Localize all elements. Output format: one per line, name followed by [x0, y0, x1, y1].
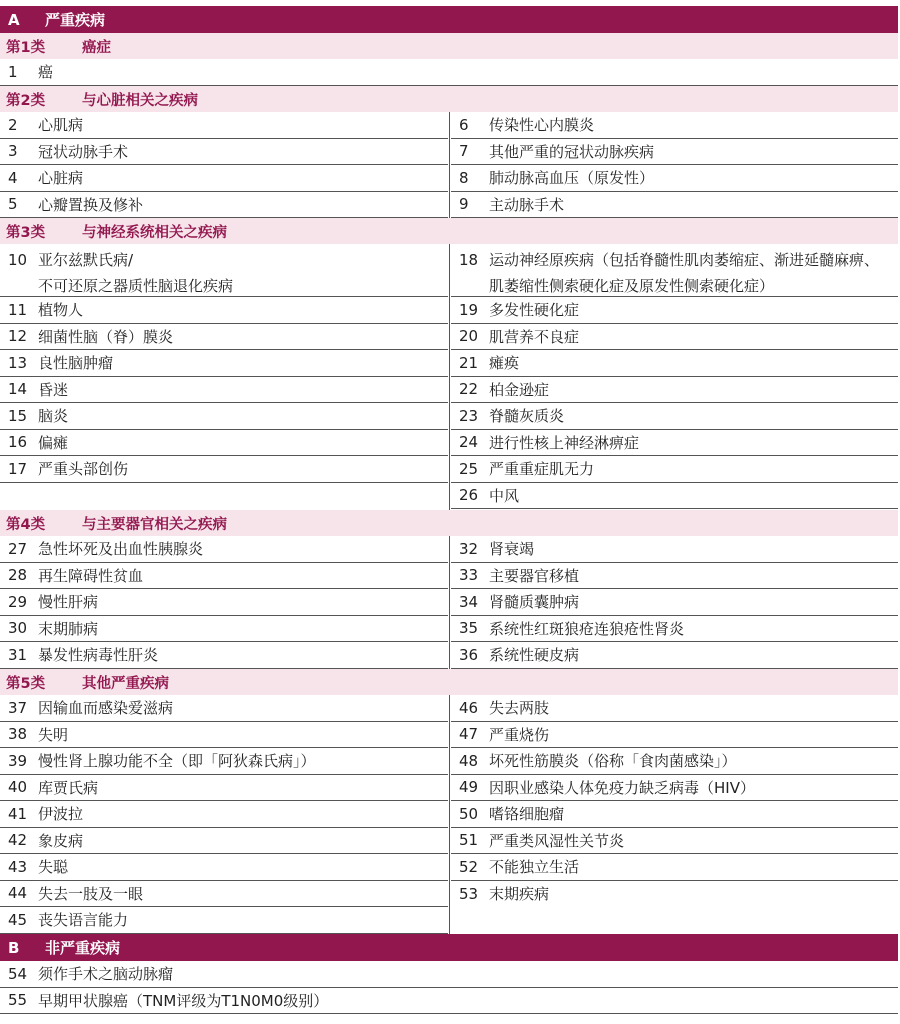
disease-name: 失明: [38, 725, 69, 744]
disease-number: 54: [8, 964, 28, 983]
disease-name: 肺动脉高血压（原发性）: [489, 169, 655, 188]
disease-number: 49: [459, 778, 479, 797]
disease-name: 慢性肾上腺功能不全（即「阿狄森氏病」）: [38, 752, 316, 771]
disease-number: 10: [8, 251, 28, 269]
category-title: 与心脏相关之疾病: [82, 92, 198, 109]
disease-number: 22: [459, 380, 479, 399]
disease-number: 25: [459, 459, 479, 478]
disease-row: [0, 642, 448, 669]
disease-name: 早期甲状腺癌（TNM评级为T1N0M0级别）: [38, 991, 329, 1010]
disease-number: 5: [8, 195, 18, 214]
disease-name: 中风: [489, 486, 520, 505]
section-b-header: [0, 934, 898, 961]
disease-number: 48: [459, 751, 479, 770]
category-title: 其他严重疾病: [82, 675, 169, 692]
disease-name: 严重烧伤: [489, 725, 550, 744]
disease-row: [0, 748, 448, 775]
disease-row: [451, 854, 898, 881]
disease-row: [0, 59, 898, 86]
disease-name: 因职业感染人体免疫力缺乏病毒（HIV）: [489, 778, 755, 797]
disease-number: 17: [8, 459, 28, 478]
disease-number: 13: [8, 353, 28, 372]
disease-row: [0, 988, 898, 1015]
disease-number: 6: [459, 115, 469, 134]
column-divider: [449, 244, 450, 510]
disease-row: [0, 192, 448, 219]
disease-row: [451, 324, 898, 351]
disease-name: 严重重症肌无力: [489, 460, 595, 479]
column-divider: [449, 536, 450, 669]
disease-row: [0, 801, 448, 828]
disease-name: 植物人: [38, 301, 84, 320]
disease-row: [0, 403, 448, 430]
disease-number: 46: [459, 698, 479, 717]
disease-row: [0, 297, 448, 324]
disease-name: 失聪: [38, 858, 69, 877]
category-title: 与主要器官相关之疾病: [82, 516, 227, 533]
category-5-header: [0, 669, 898, 695]
disease-row: [0, 536, 448, 563]
section-letter: B: [8, 938, 20, 957]
disease-name: 丧失语言能力: [38, 911, 129, 930]
disease-row: [0, 828, 448, 855]
disease-row: [0, 324, 448, 351]
category-1-header: [0, 33, 898, 59]
disease-name: 末期肺病: [38, 619, 99, 638]
disease-number: 33: [459, 566, 479, 585]
disease-name: 暴发性病毒性肝炎: [38, 646, 159, 665]
disease-row: [451, 775, 898, 802]
disease-number: 18: [459, 251, 479, 269]
disease-number: 39: [8, 751, 28, 770]
category-number: 第3类: [6, 224, 46, 241]
disease-row: [0, 775, 448, 802]
disease-number: 40: [8, 778, 28, 797]
category-number: 第1类: [6, 39, 46, 56]
disease-row: [0, 695, 448, 722]
disease-name: 肌营养不良症: [489, 327, 580, 346]
disease-number: 19: [459, 300, 479, 319]
disease-row: [451, 536, 898, 563]
disease-number: 41: [8, 804, 28, 823]
disease-name: 末期疾病: [489, 885, 550, 904]
disease-number: 11: [8, 300, 28, 319]
disease-name: 昏迷: [38, 380, 69, 399]
disease-number: 43: [8, 857, 28, 876]
disease-row: [0, 244, 448, 297]
disease-row: [0, 907, 448, 934]
disease-row: [451, 192, 898, 219]
disease-number: 51: [459, 831, 479, 850]
disease-name: 偏瘫: [38, 433, 69, 452]
disease-name: 脊髓灰质炎: [489, 407, 565, 426]
disease-name: 主动脉手术: [489, 195, 565, 214]
disease-name: 再生障碍性贫血: [38, 566, 144, 585]
disease-name: 系统性红斑狼疮连狼疮性肾炎: [489, 619, 685, 638]
disease-name: 库贾氏病: [38, 778, 99, 797]
disease-row: [451, 297, 898, 324]
section-a-header: [0, 6, 898, 33]
disease-name: 心瓣置换及修补: [38, 195, 144, 214]
disease-name: 柏金逊症: [489, 380, 550, 399]
disease-row: [0, 961, 898, 988]
disease-name: 瘫痪: [489, 354, 520, 373]
disease-number: 30: [8, 619, 28, 638]
disease-row: [451, 801, 898, 828]
disease-number: 12: [8, 327, 28, 346]
disease-name: 亚尔兹默氏病/ 不可还原之器质性脑退化疾病: [38, 251, 234, 295]
disease-row: [451, 403, 898, 430]
disease-name: 多发性硬化症: [489, 301, 580, 320]
disease-number: 28: [8, 566, 28, 585]
disease-name: 须作手术之脑动脉瘤: [38, 965, 174, 984]
disease-name: 嗜铬细胞瘤: [489, 805, 565, 824]
disease-name: 肾衰竭: [489, 540, 535, 559]
disease-number: 42: [8, 831, 28, 850]
disease-name: 其他严重的冠状动脉疾病: [489, 142, 655, 161]
disease-number: 31: [8, 645, 28, 664]
disease-number: 4: [8, 168, 18, 187]
disease-name: 心肌病: [38, 116, 84, 135]
disease-row: [451, 139, 898, 166]
disease-number: 2: [8, 115, 18, 134]
disease-number: 7: [459, 142, 469, 161]
disease-number: 52: [459, 857, 479, 876]
disease-row: [451, 165, 898, 192]
disease-number: 34: [459, 592, 479, 611]
disease-row: [0, 165, 448, 192]
disease-row: [451, 430, 898, 457]
disease-name: 失去一肢及一眼: [38, 884, 144, 903]
disease-row: [451, 350, 898, 377]
disease-number: 55: [8, 991, 28, 1010]
column-divider: [449, 112, 450, 218]
disease-number: 37: [8, 698, 28, 717]
disease-number: 24: [459, 433, 479, 452]
disease-number: 1: [8, 62, 18, 81]
disease-row: [451, 112, 898, 139]
category-number: 第2类: [6, 92, 46, 109]
disease-row: [0, 854, 448, 881]
disease-number: 44: [8, 884, 28, 903]
disease-row: [0, 589, 448, 616]
disease-row: [451, 642, 898, 669]
section-title: 严重疾病: [45, 11, 106, 29]
disease-number: 20: [459, 327, 479, 346]
disease-number: 26: [459, 486, 479, 505]
disease-name: 主要器官移植: [489, 566, 580, 585]
category-number: 第5类: [6, 675, 46, 692]
disease-name: 坏死性筋膜炎（俗称「食肉菌感染」）: [489, 752, 737, 771]
category-3-header: [0, 218, 898, 244]
disease-number: 36: [459, 645, 479, 664]
disease-row: [451, 244, 898, 297]
disease-name: 不能独立生活: [489, 858, 580, 877]
disease-number: 14: [8, 380, 28, 399]
disease-number: 38: [8, 725, 28, 744]
disease-row: [451, 483, 898, 510]
disease-number: 27: [8, 539, 28, 558]
disease-number: 32: [459, 539, 479, 558]
disease-row: [0, 881, 448, 908]
disease-number: 16: [8, 433, 28, 452]
disease-number: 53: [459, 884, 479, 903]
disease-name: 心脏病: [38, 169, 84, 188]
disease-row: [0, 139, 448, 166]
disease-name: 伊波拉: [38, 805, 84, 824]
disease-number: 35: [459, 619, 479, 638]
disease-row: [0, 112, 448, 139]
disease-number: 23: [459, 406, 479, 425]
disease-name: 传染性心内膜炎: [489, 116, 595, 135]
disease-name: 严重头部创伤: [38, 460, 129, 479]
disease-name: 运动神经原疾病（包括脊髓性肌肉萎缩症、渐进延髓麻痹、肌萎缩性侧索硬化症及原发性侧索硬化症）: [489, 251, 880, 295]
disease-name: 冠状动脉手术: [38, 142, 129, 161]
disease-row: [451, 456, 898, 483]
disease-number: 21: [459, 353, 479, 372]
disease-row: [451, 616, 898, 643]
disease-row: [451, 722, 898, 749]
disease-row: [0, 430, 448, 457]
disease-name: 因输血而感染爱滋病: [38, 699, 174, 718]
disease-name: 慢性肝病: [38, 593, 99, 612]
disease-row: [451, 695, 898, 722]
disease-name: 进行性核上神经淋痹症: [489, 433, 640, 452]
disease-row: [451, 881, 898, 908]
disease-name: 失去两肢: [489, 699, 550, 718]
section-title: 非严重疾病: [45, 939, 121, 957]
disease-row: [451, 589, 898, 616]
disease-row: [0, 722, 448, 749]
column-divider: [449, 695, 450, 934]
category-4-header: [0, 510, 898, 536]
disease-row: [451, 377, 898, 404]
disease-row: [451, 748, 898, 775]
disease-name: 严重类风湿性关节炎: [489, 831, 625, 850]
disease-number: 29: [8, 592, 28, 611]
disease-number: 9: [459, 195, 469, 214]
disease-name: 细菌性脑（脊）膜炎: [38, 327, 174, 346]
disease-row: [0, 377, 448, 404]
disease-number: 3: [8, 142, 18, 161]
category-2-header: [0, 86, 898, 112]
disease-row: [0, 563, 448, 590]
disease-number: 8: [459, 168, 469, 187]
disease-row: [451, 563, 898, 590]
disease-row: [0, 456, 448, 483]
disease-name: 象皮病: [38, 831, 84, 850]
disease-number: 47: [459, 725, 479, 744]
disease-row: [451, 828, 898, 855]
disease-number: 45: [8, 910, 28, 929]
category-number: 第4类: [6, 516, 46, 533]
disease-name: 系统性硬皮病: [489, 646, 580, 665]
category-title: 与神经系统相关之疾病: [82, 224, 227, 241]
disease-name: 脑炎: [38, 407, 69, 426]
disease-number: 15: [8, 406, 28, 425]
disease-name: 急性坏死及出血性胰腺炎: [38, 540, 204, 559]
disease-row: [0, 616, 448, 643]
disease-name: 肾髓质囊肿病: [489, 593, 580, 612]
disease-name: 癌: [38, 63, 54, 82]
disease-row: [0, 350, 448, 377]
disease-number: 50: [459, 804, 479, 823]
section-letter: A: [8, 10, 20, 29]
disease-name: 良性脑肿瘤: [38, 354, 114, 373]
category-title: 癌症: [82, 39, 111, 56]
